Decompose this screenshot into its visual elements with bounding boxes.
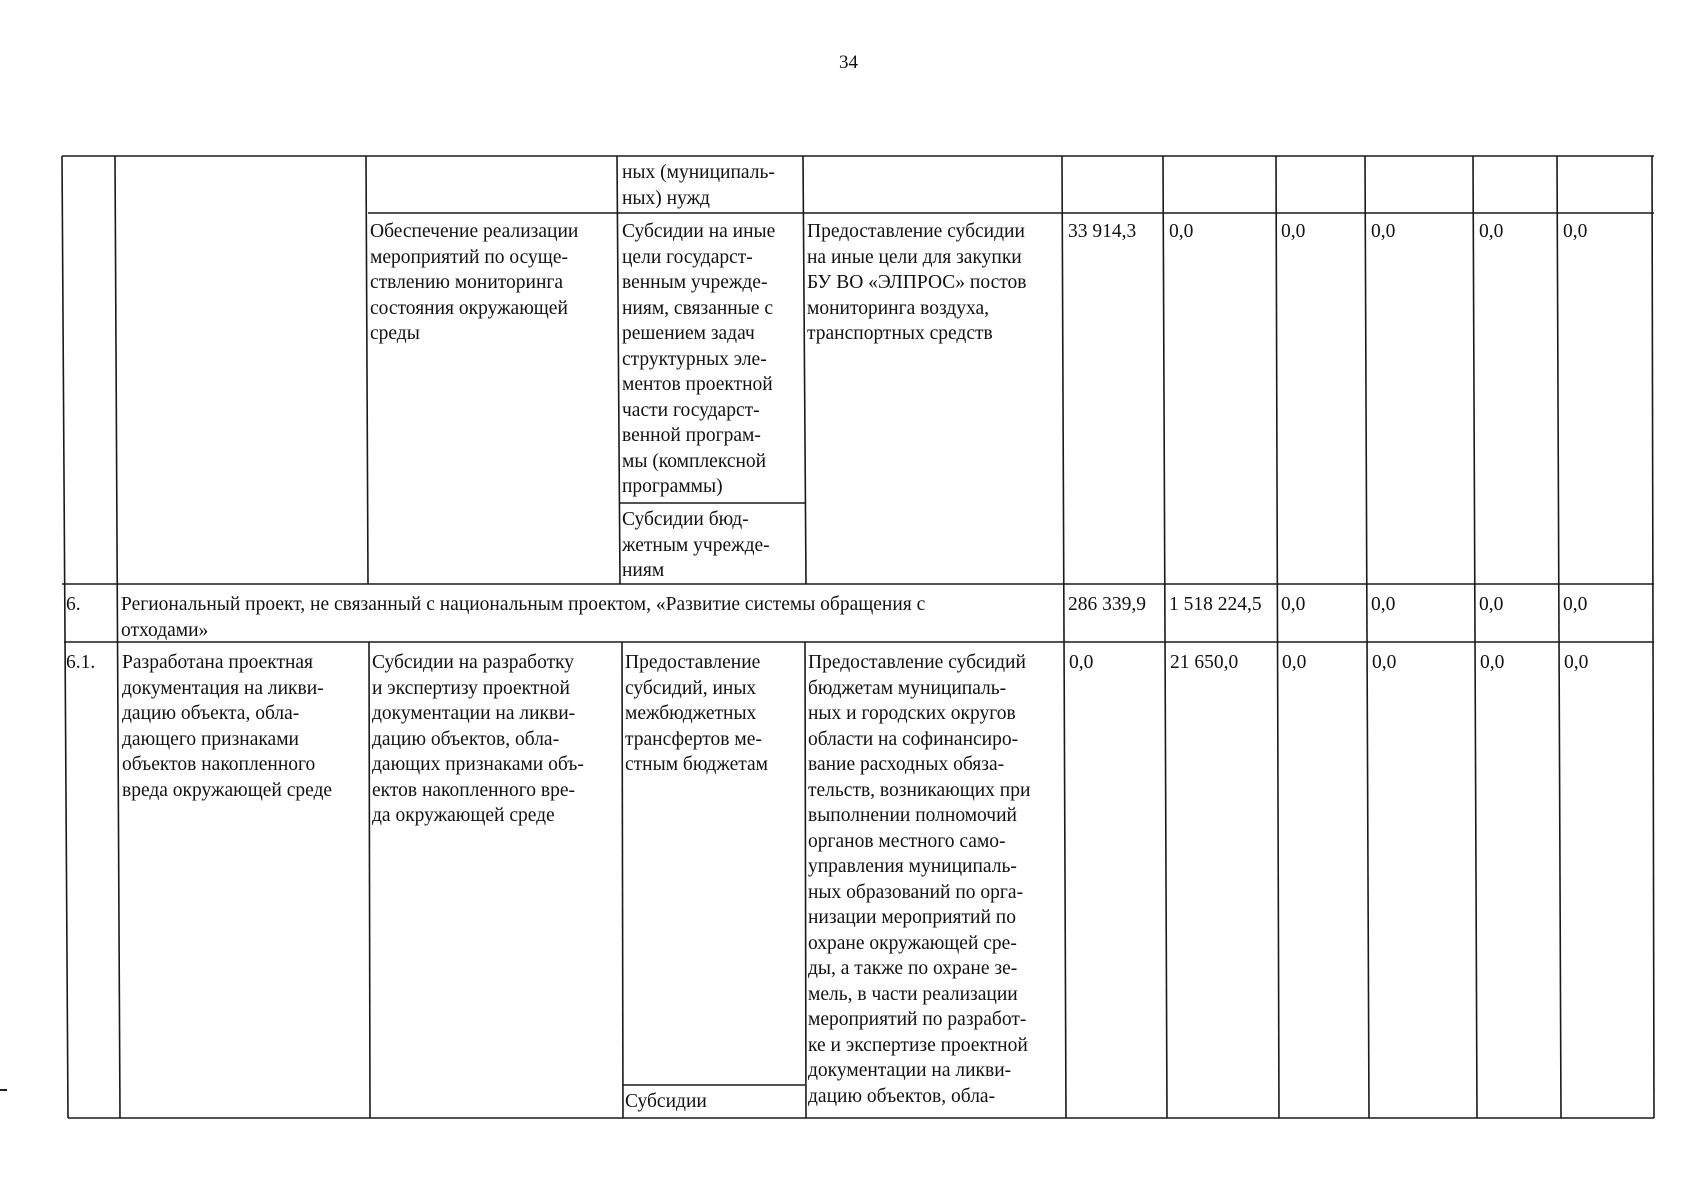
value-cell: 0,0	[1282, 652, 1307, 673]
description-cell: Предоставление субсидий бюджетам муниципаль- ных и городских округов области на софинансиро- вание расходных обяза- тельств, возникающих при выполнении полномочий органов местного само- управления муниципаль- ных образований по орга- низации мероприятий по охране окружающей сре- ды, а также по охране зе- мель, в части реализации мероприятий по разработ- ке и экспертизе проектной документации на ликви- дацию объектов, обла-	[808, 652, 1031, 1107]
activity-cell: Субсидии на разработку и экспертизу проектной документации на ликви- дацию объектов, обла- дающих признаками объ- ектов накопленного вре- да окружающей среде	[372, 652, 584, 826]
scan-margin-mark	[0, 1089, 7, 1091]
mechanism-cell: Предоставление субсидий, иных межбюджетных трансфертов ме- стным бюджетам	[625, 652, 768, 775]
mechanism-cell-secondary: Субсидии бюд- жетным учрежде- ниям	[622, 509, 770, 581]
value-cell: 0,0	[1281, 594, 1306, 615]
value-cell: 0,0	[1371, 594, 1396, 615]
project-title: Региональный проект, не связанный с национальным проектом, «Развитие системы обращения с отходами»	[121, 594, 926, 641]
value-cell: 0,0	[1479, 221, 1504, 242]
value-cell: 0,0	[1169, 221, 1194, 242]
value-cell: 0,0	[1479, 594, 1504, 615]
row-number: 6.	[66, 594, 81, 615]
value-cell: 0,0	[1281, 221, 1306, 242]
value-cell: 0,0	[1480, 652, 1505, 673]
result-cell: Разработана проектная документация на ликви- дацию объекта, обла- дающего признаками объектов накопленного вреда окружающей среде	[122, 652, 333, 801]
value-cell: 0,0	[1069, 652, 1094, 673]
continuation-text: ных (муниципаль- ных) нужд	[622, 162, 775, 209]
value-cell: 0,0	[1564, 652, 1589, 673]
value-cell: 21 650,0	[1170, 652, 1239, 673]
page-number: 34	[839, 52, 858, 73]
value-cell: 0,0	[1563, 594, 1588, 615]
value-cell: 0,0	[1372, 652, 1397, 673]
value-cell: 286 339,9	[1068, 594, 1146, 615]
activity-cell: Обеспечение реализации мероприятий по осуще- ствлению мониторинга состояния окружающей среды	[370, 221, 579, 344]
value-cell: 0,0	[1371, 221, 1396, 242]
mechanism-cell-continued: Субсидии	[625, 1091, 707, 1112]
mechanism-cell: Субсидии на иные цели государст- венным учрежде- ниям, связанные с решением задач структурных эле- ментов проектной части государст- венной програм- мы (комплексной программы)	[622, 221, 776, 497]
description-cell: Предоставление субсидии на иные цели для закупки БУ ВО «ЭЛПРОС» постов мониторинга воздуха, транспортных средств	[807, 221, 1027, 344]
row-number: 6.1.	[66, 652, 96, 673]
value-cell: 33 914,3	[1068, 221, 1137, 242]
value-cell: 0,0	[1563, 221, 1588, 242]
value-cell: 1 518 224,5	[1169, 594, 1262, 615]
